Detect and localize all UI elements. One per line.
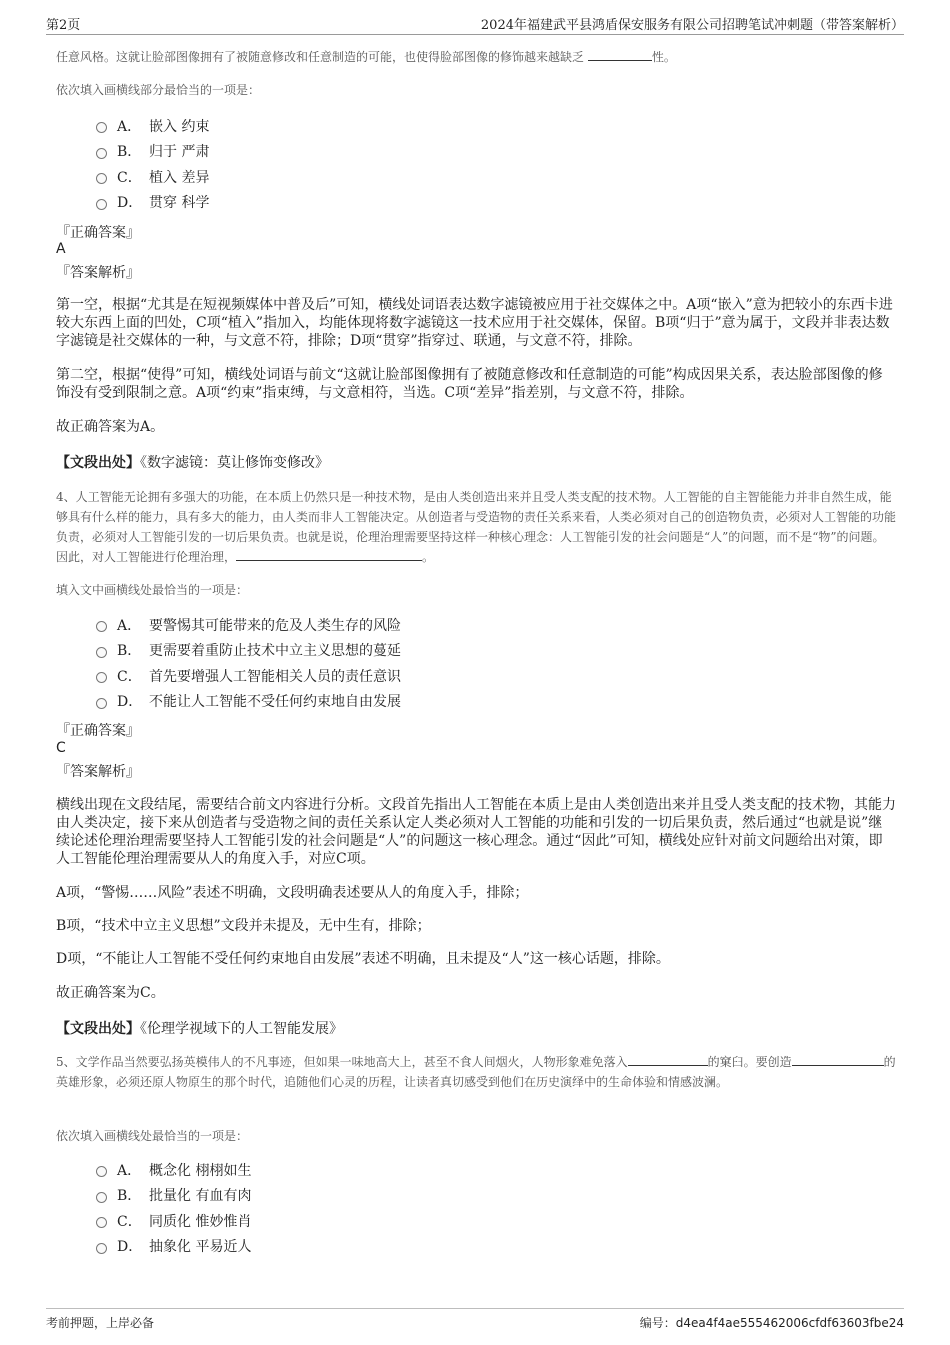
- q3-option-c[interactable]: C． 植入 差异: [96, 164, 696, 190]
- q3-options: [96, 113, 696, 215]
- q4-option-b[interactable]: B． 更需要着重防止技术中立主义思想的蔓延: [96, 638, 696, 664]
- q3-option-a[interactable]: A． 嵌入 约束: [96, 113, 696, 139]
- radio-button-icon[interactable]: [96, 1217, 107, 1228]
- q3-analysis-p1: 第一空，根据“尤其是在短视频媒体中普及后”可知，横线处词语表达数字滤镜被应用于社交媒体之中。A项“嵌入”意为把较小的东西卡进较大东西上面的凹处，C项“植入”指加入，均能体现将数字滤镜这一技术应用于社交媒体，保留。B项“归于”意为属于，文段并非表达数字滤镜是社交媒体的一种，与文意不符，排除；D项“贯穿”指穿过、联通，与文意不符，排除。: [56, 297, 893, 349]
- radio-button-icon[interactable]: [96, 672, 107, 683]
- radio-button-icon[interactable]: [96, 1192, 107, 1203]
- q4-analysis-p2: A项，“警惕……风险”表述不明确，文段明确表述要从人的角度入手，排除；: [56, 885, 529, 901]
- radio-button-icon[interactable]: [96, 173, 107, 184]
- q5-passage: 5、文学作品当然要弘扬英模伟人的不凡事迹，但如果一味地高大上，甚至不食人间烟火，人物形象难免落入 的窠臼。要创造 的英雄形象，必须还原人物原生的那个时代，追随他们心灵的历程，让读者真切感受到他们在历史演绎中的生命体验和情感波澜。: [56, 1055, 896, 1089]
- radio-button-icon[interactable]: [96, 199, 107, 210]
- q3-answer: A: [56, 241, 66, 257]
- document-id: 编号：d4ea4f4ae555462006cfdf63603fbe24: [639, 1316, 904, 1330]
- q4-analysis-p1: 横线出现在文段结尾，需要结合前文内容进行分析。文段首先指出人工智能在本质上是由人类创造出来并且受人类支配的技术物，其能力由人类决定，接下来从创造者与受造物之间的责任关系认定人类必须对人工智能的功能和引发的一切后果负责，然后通过“也就是说”继续论述伦理治理需要坚持人工智能引发的社会问题是“人”的问题这一核心理念。通过“因此”可知，横线处应针对前文问题给出对策，即人工智能伦理治理需要从人的角度入手，对应C项。: [56, 797, 896, 867]
- q3-option-b[interactable]: B． 归于 严肃: [96, 139, 696, 165]
- document-title: 2024年福建武平县鸿盾保安服务有限公司招聘笔试冲刺题（带答案解析）: [480, 18, 904, 33]
- q3-answer-label: 『正确答案』: [56, 225, 140, 241]
- q4-option-d[interactable]: D． 不能让人工智能不受任何约束地自由发展: [96, 689, 696, 715]
- q3-option-d[interactable]: D． 贯穿 科学: [96, 190, 696, 216]
- q5-option-a[interactable]: A． 概念化 栩栩如生: [96, 1157, 696, 1183]
- q4-source: 【文段出处】《伦理学视域下的人工智能发展》: [56, 1021, 343, 1037]
- q4-analysis-label: 『答案解析』: [56, 764, 140, 780]
- q4-option-c[interactable]: C． 首先要增强人工智能相关人员的责任意识: [96, 663, 696, 689]
- q4-answer-label: 『正确答案』: [56, 723, 140, 739]
- q5-prompt: 依次填入画横线处最恰当的一项是：: [56, 1129, 249, 1143]
- page-footer: [46, 1308, 904, 1335]
- q3-prompt: 依次填入画横线部分最恰当的一项是：: [56, 83, 261, 97]
- q3-text: 任意风格。这就让脸部图像拥有了被随意修改和任意制造的可能，也使得脸部图像的修饰越来越缺乏: [56, 50, 585, 64]
- q4-analysis-p4: D项，“不能让人工智能不受任何约束地自由发展”表述不明确，且未提及“人”这一核心话题，排除。: [56, 951, 670, 967]
- q5-options: [96, 1157, 696, 1259]
- q3-text-end: 性。: [651, 50, 676, 64]
- q5-option-d[interactable]: D． 抽象化 平易近人: [96, 1234, 696, 1260]
- q3-analysis-p2: 第二空，根据“使得”可知，横线处词语与前文“这就让脸部图像拥有了被随意修改和任意制造的可能”构成因果关系，表达脸部图像的修饰没有受到限制之意。A项“约束”指束缚，与文意相符，当选。C项“差异”指差别，与文意不符，排除。: [56, 367, 883, 401]
- q3-analysis-p3: 故正确答案为A。: [56, 419, 165, 435]
- q4-options: [96, 612, 696, 714]
- radio-button-icon[interactable]: [96, 122, 107, 133]
- q5-option-b[interactable]: B． 批量化 有血有肉: [96, 1183, 696, 1209]
- radio-button-icon[interactable]: [96, 1243, 107, 1254]
- q4-answer: C: [56, 740, 66, 756]
- q3-passage-tail: [56, 47, 896, 67]
- blank: [588, 48, 652, 61]
- q4-option-a[interactable]: A． 要警惕其可能带来的危及人类生存的风险: [96, 612, 696, 638]
- q3-analysis-label: 『答案解析』: [56, 265, 140, 281]
- radio-button-icon[interactable]: [96, 698, 107, 709]
- q4-prompt: 填入文中画横线处最恰当的一项是：: [56, 583, 249, 597]
- q5-option-c[interactable]: C． 同质化 惟妙惟肖: [96, 1208, 696, 1234]
- page-header: [46, 14, 904, 35]
- radio-button-icon[interactable]: [96, 1166, 107, 1177]
- q4-analysis-p5: 故正确答案为C。: [56, 985, 165, 1001]
- radio-button-icon[interactable]: [96, 647, 107, 658]
- radio-button-icon[interactable]: [96, 148, 107, 159]
- q3-source: 【文段出处】《数字滤镜：莫让修饰变修改》: [56, 455, 329, 471]
- footer-slogan: 考前押题，上岸必备: [46, 1316, 155, 1330]
- radio-button-icon[interactable]: [96, 621, 107, 632]
- blank: [628, 1053, 708, 1066]
- page-number: 第2页: [46, 18, 81, 33]
- blank: [236, 548, 422, 561]
- q4-passage: 4、人工智能无论拥有多强大的功能，在本质上仍然只是一种技术物，是由人类创造出来并且受人类支配的技术物。人工智能的自主智能能力并非自然生成，能够具有什么样的能力，具有多大的能力，由人类而非人工智能决定。从创造者与受造物的责任关系来看，人类必须对自己的创造物负责，必须对人工智能的功能负责，必须对人工智能引发的一切后果负责。也就是说，伦理治理需要坚持这样一种核心理念：人工智能引发的社会问题是“人”的问题，而不是“物”的问题。因此，对人工智能进行伦理治理， 。: [56, 490, 897, 564]
- q4-analysis-p3: B项，“技术中立主义思想”文段并未提及，无中生有，排除；: [56, 918, 431, 934]
- blank: [792, 1053, 884, 1066]
